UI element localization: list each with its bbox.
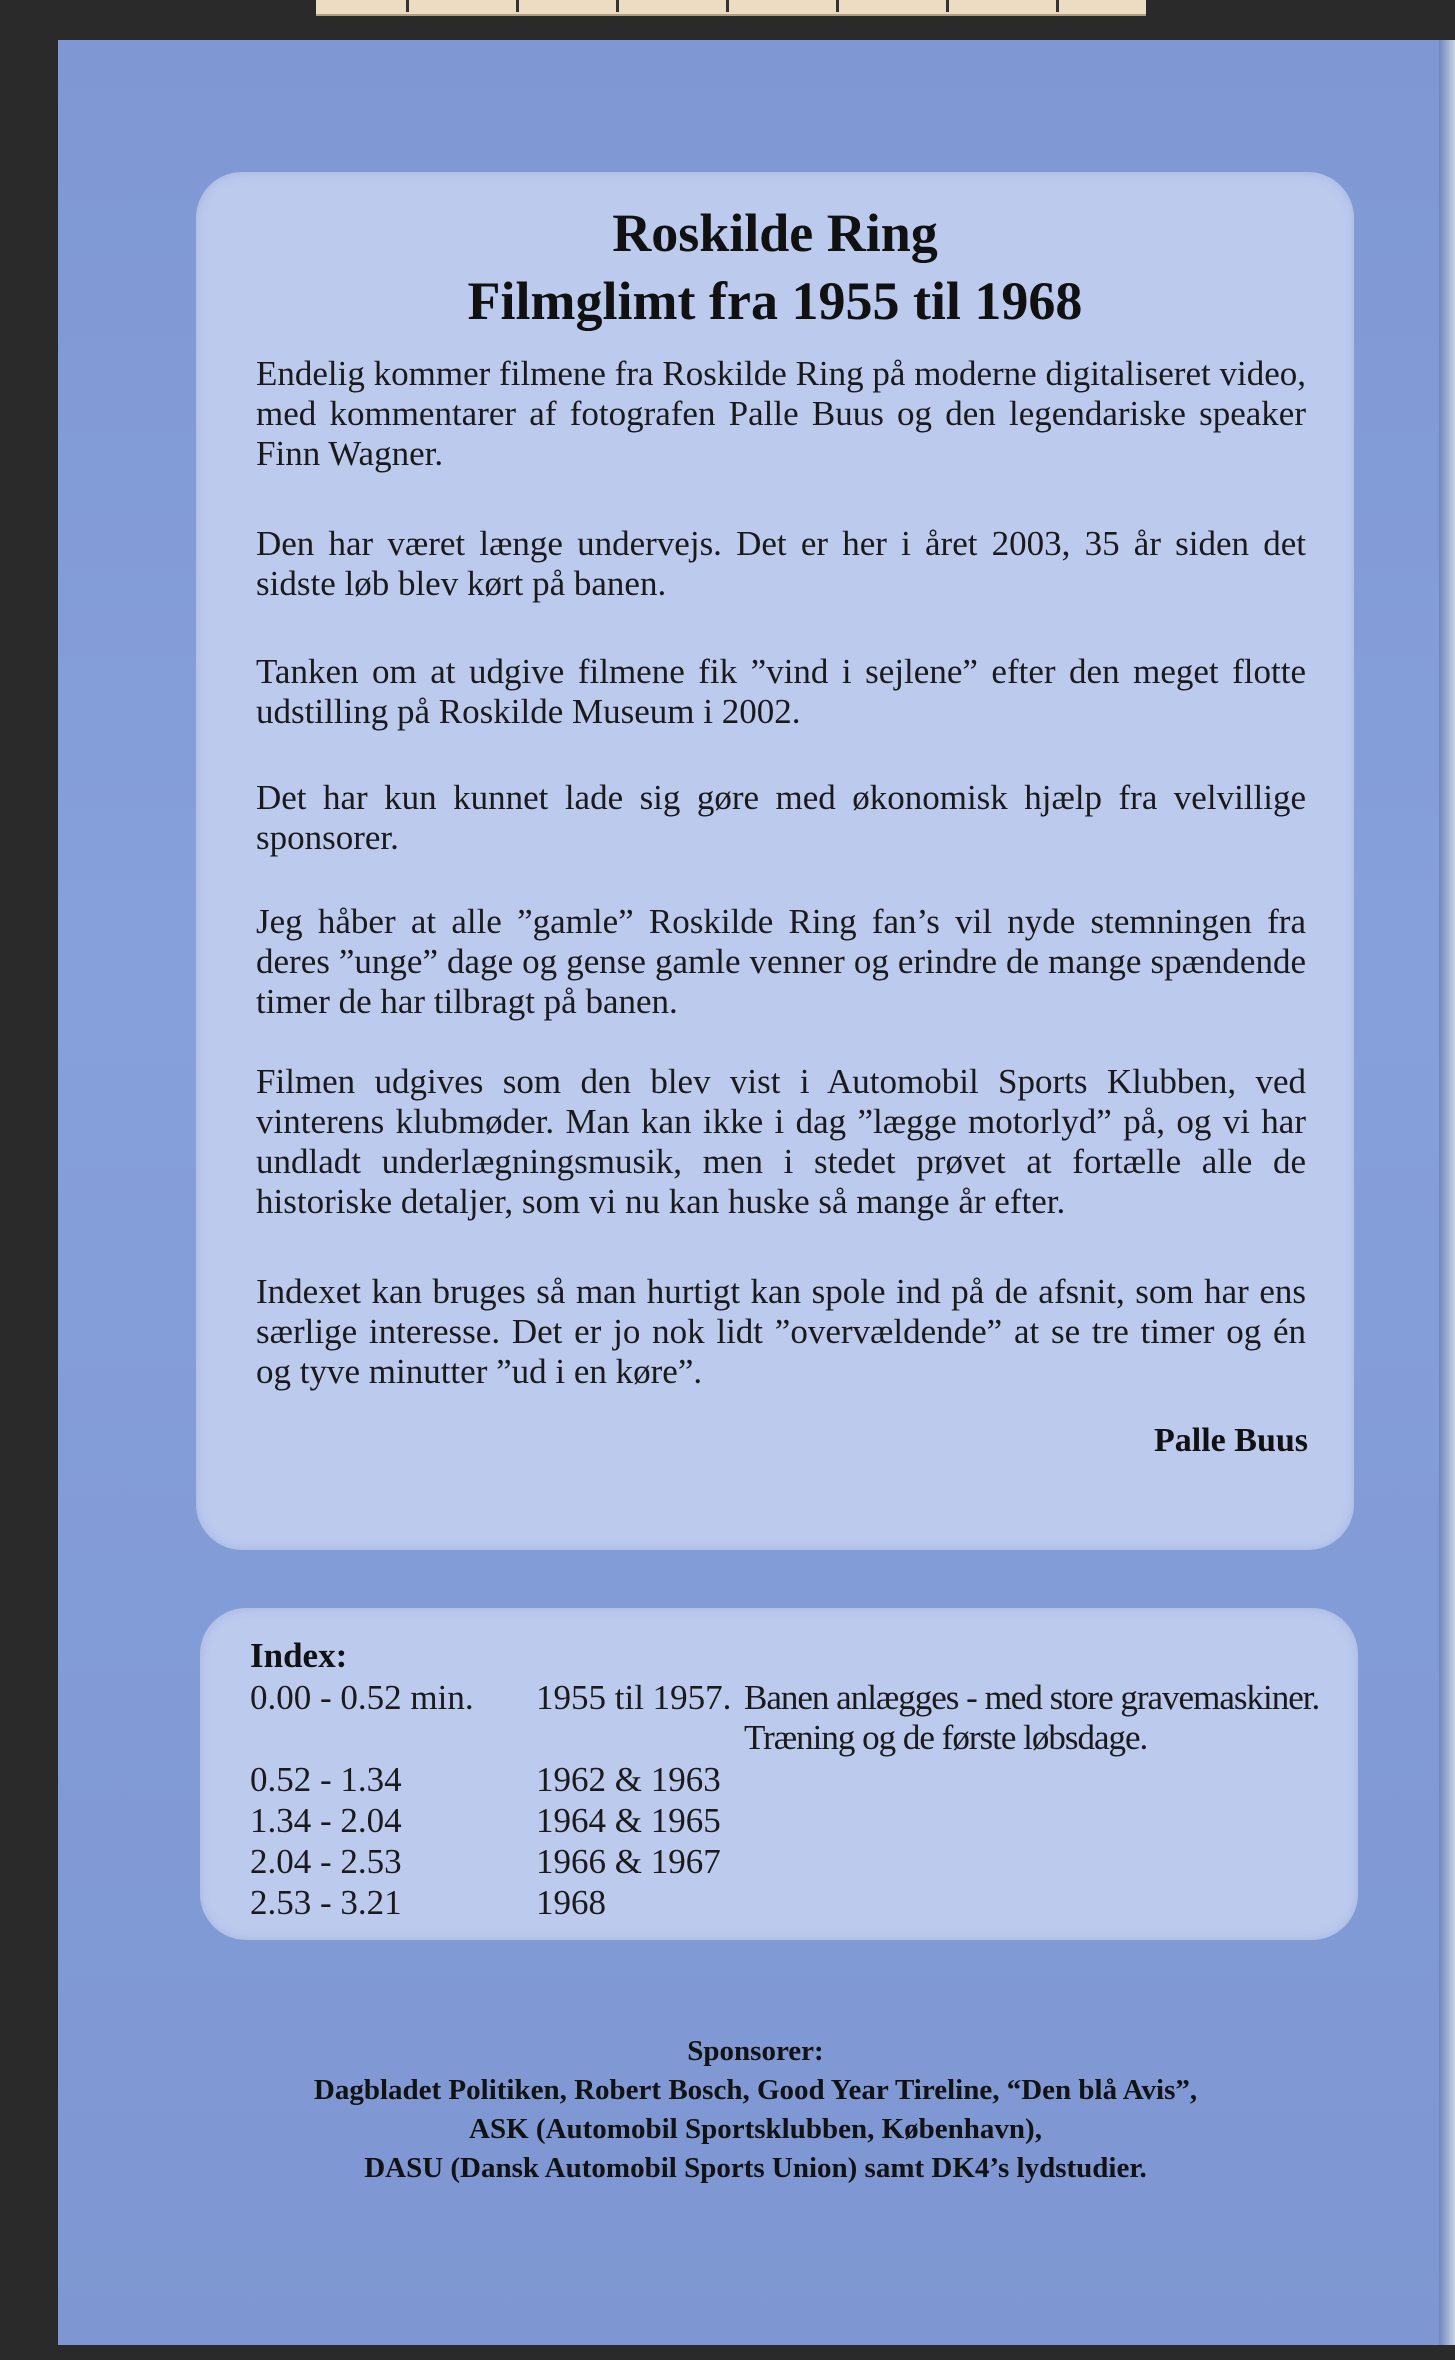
index-time: 1.34 - 2.04 — [250, 1801, 402, 1840]
sponsors-line: ASK (Automobil Sportsklubben, København), — [469, 2113, 1042, 2145]
sponsors-block — [58, 2032, 1453, 2188]
sponsors-line: DASU (Dansk Automobil Sports Union) samt DK4’s lydstudier. — [364, 2152, 1147, 2184]
paragraph: Indexet kan bruges så man hurtigt kan spole ind på de afsnit, som har ens særlige interesse. Det er jo nok lidt ”overvældende” at se tre timer og én og tyve minutter ”ud i en køre”. — [256, 1272, 1306, 1391]
ruler-tick — [406, 0, 409, 12]
sleeve-edge — [1439, 40, 1455, 2345]
title-line-1: Roskilde Ring — [612, 203, 938, 263]
sponsors-line: Dagbladet Politiken, Robert Bosch, Good Year Tireline, “Den blå Avis”, — [313, 2074, 1198, 2106]
index-years: 1968 — [536, 1883, 606, 1922]
index-description: Træning og de første løbsdage. — [744, 1718, 1148, 1757]
index-time: 2.53 - 3.21 — [250, 1883, 402, 1922]
ruler-tick — [946, 0, 949, 12]
ruler-tick — [1056, 0, 1059, 12]
index-time: 0.00 - 0.52 min. — [250, 1678, 474, 1717]
index-years: 1962 & 1963 — [536, 1760, 721, 1799]
index-years: 1966 & 1967 — [536, 1842, 721, 1881]
signature: Palle Buus — [1154, 1422, 1308, 1459]
index-time: 0.52 - 1.34 — [250, 1760, 402, 1799]
index-heading: Index: — [250, 1636, 348, 1675]
paragraph: Tanken om at udgive filmene fik ”vind i sejlene” efter den meget flotte udstilling på Roskilde Museum i 2002. — [256, 652, 1306, 731]
ruler-tick — [616, 0, 619, 12]
paragraph: Endelig kommer filmene fra Roskilde Ring på moderne digitaliseret video, med kommentarer af fotografen Palle Buus og den legendariske speaker Finn Wagner. — [256, 354, 1306, 473]
paragraph: Filmen udgives som den blev vist i Automobil Sports Klubben, ved vinterens klubmøder. Man kan ikke i dag ”lægge motorlyd” på, og vi har undladt underlægningsmusik, men i stedet prøvet at fortælle alle de historiske detaljer, som vi nu kan huske så mange år efter. — [256, 1062, 1306, 1221]
description-panel — [196, 172, 1354, 1550]
paragraph: Den har været længe undervejs. Det er her i året 2003, 35 år siden det sidste løb blev kørt på banen. — [256, 524, 1306, 603]
index-years: 1955 til 1957. — [536, 1678, 732, 1717]
ruler-tick — [726, 0, 729, 12]
paragraph: Jeg håber at alle ”gamle” Roskilde Ring fan’s vil nyde stemningen fra deres ”unge” dage og gense gamle venner og erindre de mange spændende timer de har tilbragt på banen. — [256, 902, 1306, 1021]
paragraph: Det har kun kunnet lade sig gøre med økonomisk hjælp fra velvillige sponsorer. — [256, 778, 1306, 857]
title-line-2: Filmglimt fra 1955 til 1968 — [467, 271, 1083, 331]
ruler-tick — [836, 0, 839, 12]
sponsors-heading: Sponsorer: — [687, 2035, 824, 2067]
ruler-tick — [516, 0, 519, 12]
index-time: 2.04 - 2.53 — [250, 1842, 402, 1881]
index-panel — [200, 1608, 1358, 1940]
ruler-strip — [316, 0, 1146, 16]
index-years: 1964 & 1965 — [536, 1801, 721, 1840]
index-description: Banen anlægges - med store gravemaskiner. — [744, 1678, 1320, 1717]
